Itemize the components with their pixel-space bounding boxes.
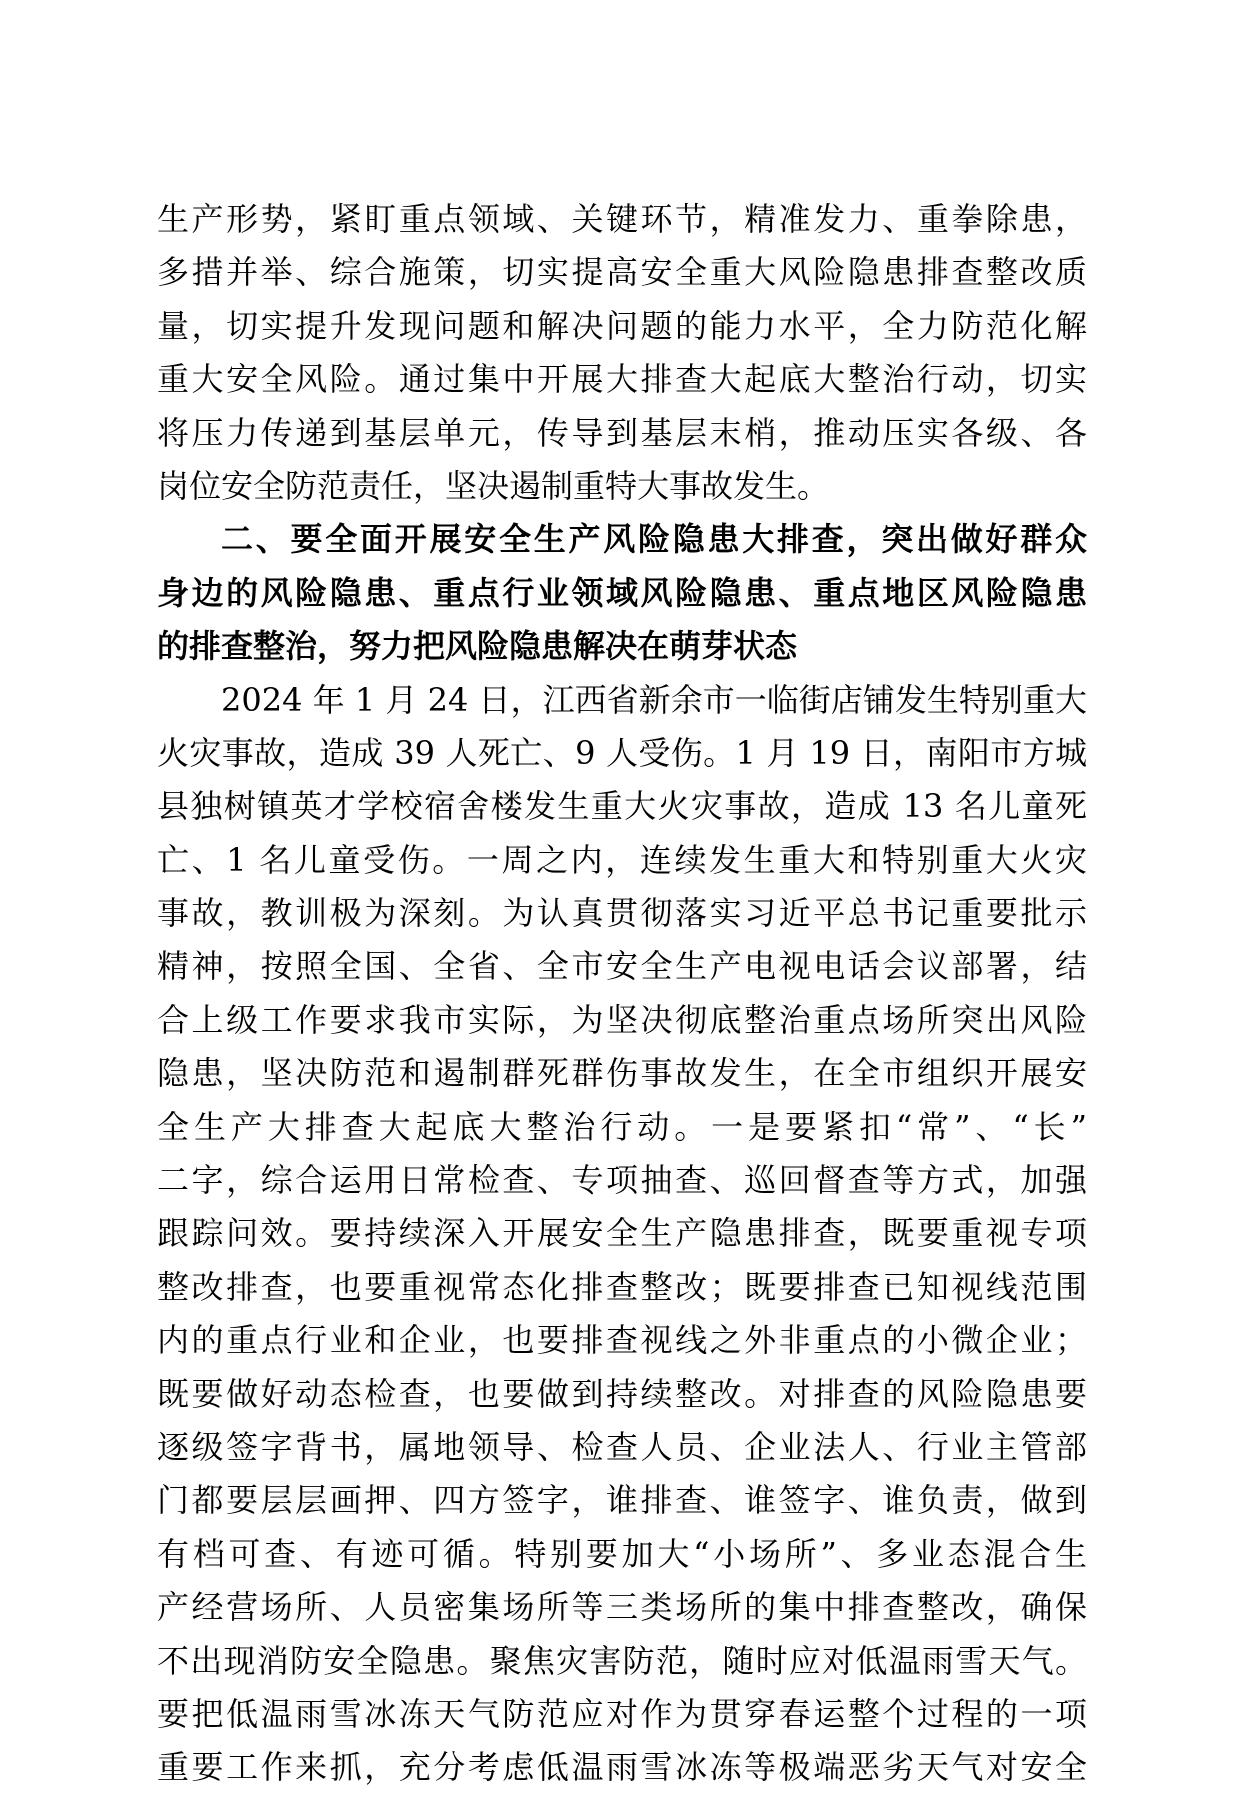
paragraph-2-line: 事故，教训极为深刻。为认真贯彻落实习近平总书记重要批示 [157,894,1087,933]
paragraph-2-line: 整改排查，也要重视常态化排查整改；既要排查已知视线范围 [157,1267,1087,1306]
paragraph-2-line: 精神，按照全国、全省、全市安全生产电视电话会议部署，结 [157,947,1087,986]
paragraph-2-line: 亡、1 名儿童受伤。一周之内，连续发生重大和特别重大火灾 [157,840,1087,879]
paragraph-2-line: 县独树镇英才学校宿舍楼发生重大火灾事故，造成 13 名儿童死 [157,787,1087,826]
paragraph-2-line: 要把低温雨雪冰冻天气防范应对作为贯穿春运整个过程的一项 [157,1694,1087,1733]
paragraph-2-line: 跟踪问效。要持续深入开展安全生产隐患排查，既要重视专项 [157,1214,1087,1253]
paragraph-2-line: 合上级工作要求我市实际，为坚决彻底整治重点场所突出风险 [157,1000,1087,1039]
paragraph-2-line: 内的重点行业和企业，也要排查视线之外非重点的小微企业； [157,1321,1087,1360]
paragraph-1-line: 生产形势，紧盯重点领域、关键环节，精准发力、重拳除患， [157,200,1087,238]
paragraph-2-line: 产经营场所、人员密集场所等三类场所的集中排查整改，确保 [157,1588,1087,1627]
paragraph-2-line: 2024 年 1 月 24 日，江西省新余市一临街店铺发生特别重大 [221,680,1087,719]
paragraph-1-line: 多措并举、综合施策，切实提高安全重大风险隐患排查整改质 [157,253,1087,292]
paragraph-1-line: 将压力传递到基层单元，传导到基层末梢，推动压实各级、各 [157,413,1087,452]
paragraph-2-line: 既要做好动态检查，也要做到持续整改。对排查的风险隐患要 [157,1374,1087,1413]
paragraph-2-line: 不出现消防安全隐患。聚焦灾害防范，随时应对低温雨雪天气。 [157,1641,1087,1680]
section-heading-line: 的排查整治，努力把风险隐患解决在萌芽状态 [157,627,798,666]
paragraph-1-line: 重大安全风险。通过集中开展大排查大起底大整治行动，切实 [157,360,1087,399]
paragraph-2-line: 有档可查、有迹可循。特别要加大“小场所”、多业态混合生 [157,1534,1087,1573]
paragraph-1-line: 量，切实提升发现问题和解决问题的能力水平，全力防范化解 [157,306,1087,345]
paragraph-2-line: 二字，综合运用日常检查、专项抽查、巡回督查等方式，加强 [157,1161,1087,1200]
paragraph-2-line: 隐患，坚决防范和遏制群死群伤事故发生，在全市组织开展安 [157,1054,1087,1093]
paragraph-2-line: 火灾事故，造成 39 人死亡、9 人受伤。1 月 19 日，南阳市方城 [157,733,1087,772]
section-heading-line: 身边的风险隐患、重点行业领域风险隐患、重点地区风险隐患 [157,573,1087,612]
paragraph-2-line: 门都要层层画押、四方签字，谁排查、谁签字、谁负责，做到 [157,1481,1087,1520]
paragraph-2-line: 重要工作来抓，充分考虑低温雨雪冰冻等极端恶劣天气对安全 [157,1748,1087,1787]
paragraph-2-line: 逐级签字背书，属地领导、检查人员、企业法人、行业主管部 [157,1427,1087,1466]
paragraph-2-line: 全生产大排查大起底大整治行动。一是要紧扣“常”、“长” [157,1107,1087,1146]
paragraph-1-line: 岗位安全防范责任，坚决遏制重特大事故发生。 [157,466,830,505]
section-heading-line: 二、要全面开展安全生产风险隐患大排查，突出做好群众 [221,520,1087,559]
document-body [157,193,1087,1795]
